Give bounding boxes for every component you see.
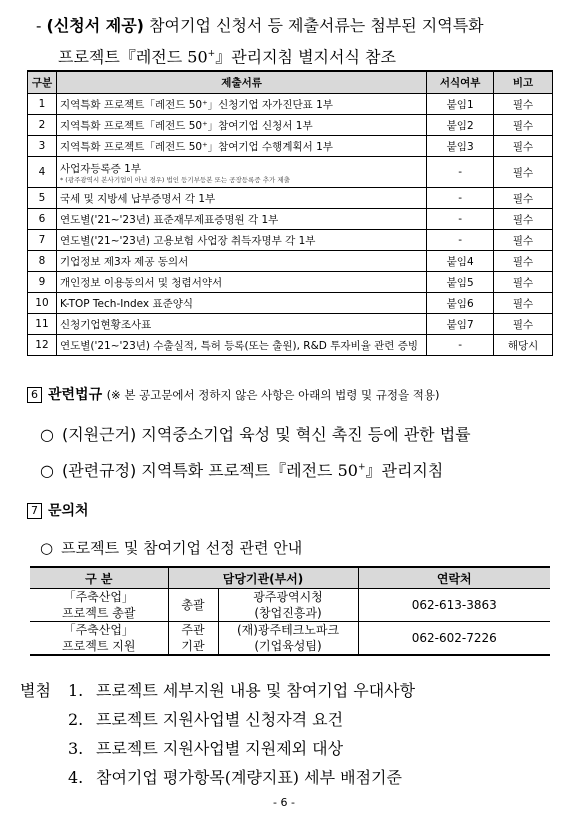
cell-remark: 필수 — [494, 136, 553, 157]
bullet-contact-subtitle: ○ 프로젝트 및 참여기업 선정 관련 안내 — [40, 539, 303, 557]
table-row — [30, 589, 550, 622]
table-row — [28, 209, 553, 230]
intro-line-1: - (신청서 제공) 참여기업 신청서 등 제출서류는 첨부된 지역특화 — [36, 16, 484, 35]
cell-category: 「주축산업」 프로젝트 지원 — [30, 622, 168, 656]
cell-remark: 필수 — [494, 272, 553, 293]
annex-item: 4. 참여기업 평가항목(계량지표) 세부 배점기준 — [68, 768, 402, 787]
cell-remark: 필수 — [494, 188, 553, 209]
bullet-legal-basis: ○ (지원근거) 지역중소기업 육성 및 혁신 촉진 등에 관한 법률 — [40, 425, 471, 444]
cell-no: 2 — [28, 115, 57, 136]
bullet-related-rules: ○ (관련규정) 지역특화 프로젝트『레전드 50+』관리지침 — [40, 461, 444, 480]
table-row — [28, 188, 553, 209]
contact-table — [30, 566, 550, 656]
cell-no: 1 — [28, 94, 57, 115]
cell-remark: 해당시 — [494, 335, 553, 356]
col-header-category: 구 분 — [30, 567, 168, 589]
table-row — [28, 272, 553, 293]
cell-form: 붙임3 — [427, 136, 494, 157]
cell-no: 7 — [28, 230, 57, 251]
page-number: - 6 - — [273, 796, 295, 809]
cell-document: 기업정보 제3자 제공 동의서 — [56, 251, 426, 272]
cell-remark: 필수 — [494, 115, 553, 136]
col-header-category: 구분 — [28, 71, 57, 94]
cell-no: 8 — [28, 251, 57, 272]
table-row — [28, 335, 553, 356]
bullet-circle: ○ — [40, 425, 54, 444]
annex-item: 별첨 1. 프로젝트 세부지원 내용 및 참여기업 우대사항 — [20, 676, 415, 705]
cell-document: 연도별('21~'23년) 수출실적, 특허 등록(또는 출원), R&D 투자비율 관련 증빙 — [56, 335, 426, 356]
table-row — [28, 115, 553, 136]
intro-lead: (신청서 제공) — [46, 16, 144, 35]
cell-form: 붙임5 — [427, 272, 494, 293]
cell-no: 5 — [28, 188, 57, 209]
annex-list — [20, 676, 415, 792]
cell-remark: 필수 — [494, 251, 553, 272]
table-header-row — [28, 71, 553, 94]
section-title: 관련법규 — [48, 387, 103, 403]
cell-form: 붙임2 — [427, 115, 494, 136]
cell-no: 3 — [28, 136, 57, 157]
section-contact — [27, 500, 89, 520]
cell-form: 붙임4 — [427, 251, 494, 272]
cell-document: 연도별('21~'23년) 표준재무제표증명원 각 1부 — [56, 209, 426, 230]
annex-item: 2. 프로젝트 지원사업별 신청자격 요건 — [68, 710, 344, 729]
section-note: (※ 본 공고문에서 정하지 않은 사항은 아래의 법령 및 규정을 적용) — [106, 388, 440, 402]
cell-remark: 필수 — [494, 293, 553, 314]
table-row — [28, 251, 553, 272]
section-number-box: 6 — [27, 387, 42, 403]
annex-heading: 별첨 — [20, 681, 51, 700]
cell-document: 지역특화 프로젝트「레전드 50⁺」참여기업 신청서 1부 — [56, 115, 426, 136]
section-number-box: 7 — [27, 503, 42, 519]
table-row — [28, 230, 553, 251]
cell-document: 국세 및 지방세 납부증명서 각 1부 — [56, 188, 426, 209]
table-row — [28, 293, 553, 314]
table-row — [28, 94, 553, 115]
submission-documents-table — [27, 70, 553, 356]
cell-no: 9 — [28, 272, 57, 293]
cell-role: 총괄 — [168, 589, 218, 622]
bullet-circle: ○ — [40, 539, 54, 557]
cell-phone: 062-602-7226 — [358, 622, 550, 656]
cell-form: 붙임6 — [427, 293, 494, 314]
cell-document: 지역특화 프로젝트「레전드 50⁺」참여기업 수행계획서 1부 — [56, 136, 426, 157]
table-row — [28, 314, 553, 335]
cell-document: K-TOP Tech-Index 표준양식 — [56, 293, 426, 314]
cell-form: 붙임7 — [427, 314, 494, 335]
cell-no: 11 — [28, 314, 57, 335]
cell-category: 「주축산업」 프로젝트 총괄 — [30, 589, 168, 622]
cell-form: - — [427, 188, 494, 209]
table-row — [28, 136, 553, 157]
table-row — [30, 622, 550, 656]
section-title: 문의처 — [48, 503, 89, 519]
cell-remark: 필수 — [494, 230, 553, 251]
col-header-documents: 제출서류 — [56, 71, 426, 94]
cell-remark: 필수 — [494, 94, 553, 115]
cell-remark: 필수 — [494, 314, 553, 335]
cell-document: 신청기업현황조사표 — [56, 314, 426, 335]
intro-line-2: 프로젝트『레전드 50+』관리지침 별지서식 참조 — [58, 47, 396, 67]
annex-item: 3. 프로젝트 지원사업별 지원제외 대상 — [68, 739, 344, 758]
cell-document: 지역특화 프로젝트「레전드 50⁺」신청기업 자가진단표 1부 — [56, 94, 426, 115]
cell-remark: 필수 — [494, 209, 553, 230]
cell-form: - — [427, 230, 494, 251]
bullet-circle: ○ — [40, 461, 54, 480]
table-header-row — [30, 567, 550, 589]
col-header-remark: 비고 — [494, 71, 553, 94]
cell-form: 붙임1 — [427, 94, 494, 115]
col-header-form: 서식여부 — [427, 71, 494, 94]
cell-organization: (재)광주테크노파크 (기업육성팀) — [218, 622, 358, 656]
cell-role: 주관 기관 — [168, 622, 218, 656]
cell-remark: 필수 — [494, 157, 553, 188]
cell-no: 12 — [28, 335, 57, 356]
cell-form: - — [427, 335, 494, 356]
section-related-laws — [27, 384, 439, 404]
cell-document: 사업자등록증 1부 * (광주광역시 본사기업이 아닌 경우) 법인 등기부등본 또는 공장등록증 추가 제출 — [56, 157, 426, 188]
cell-form: - — [427, 209, 494, 230]
cell-form: - — [427, 157, 494, 188]
cell-document: 개인정보 이용동의서 및 청렴서약서 — [56, 272, 426, 293]
col-header-phone: 연락처 — [358, 567, 550, 589]
col-header-agency: 담당기관(부서) — [168, 567, 358, 589]
cell-no: 6 — [28, 209, 57, 230]
cell-organization: 광주광역시청 (창업진흥과) — [218, 589, 358, 622]
cell-document: 연도별('21~'23년) 고용보험 사업장 취득자명부 각 1부 — [56, 230, 426, 251]
cell-no: 10 — [28, 293, 57, 314]
table-row — [28, 157, 553, 188]
cell-no: 4 — [28, 157, 57, 188]
cell-subnote: * (광주광역시 본사기업이 아닌 경우) 법인 등기부등본 또는 공장등록증 추가 제출 — [59, 175, 290, 184]
intro-paragraph — [36, 12, 556, 71]
cell-phone: 062-613-3863 — [358, 589, 550, 622]
